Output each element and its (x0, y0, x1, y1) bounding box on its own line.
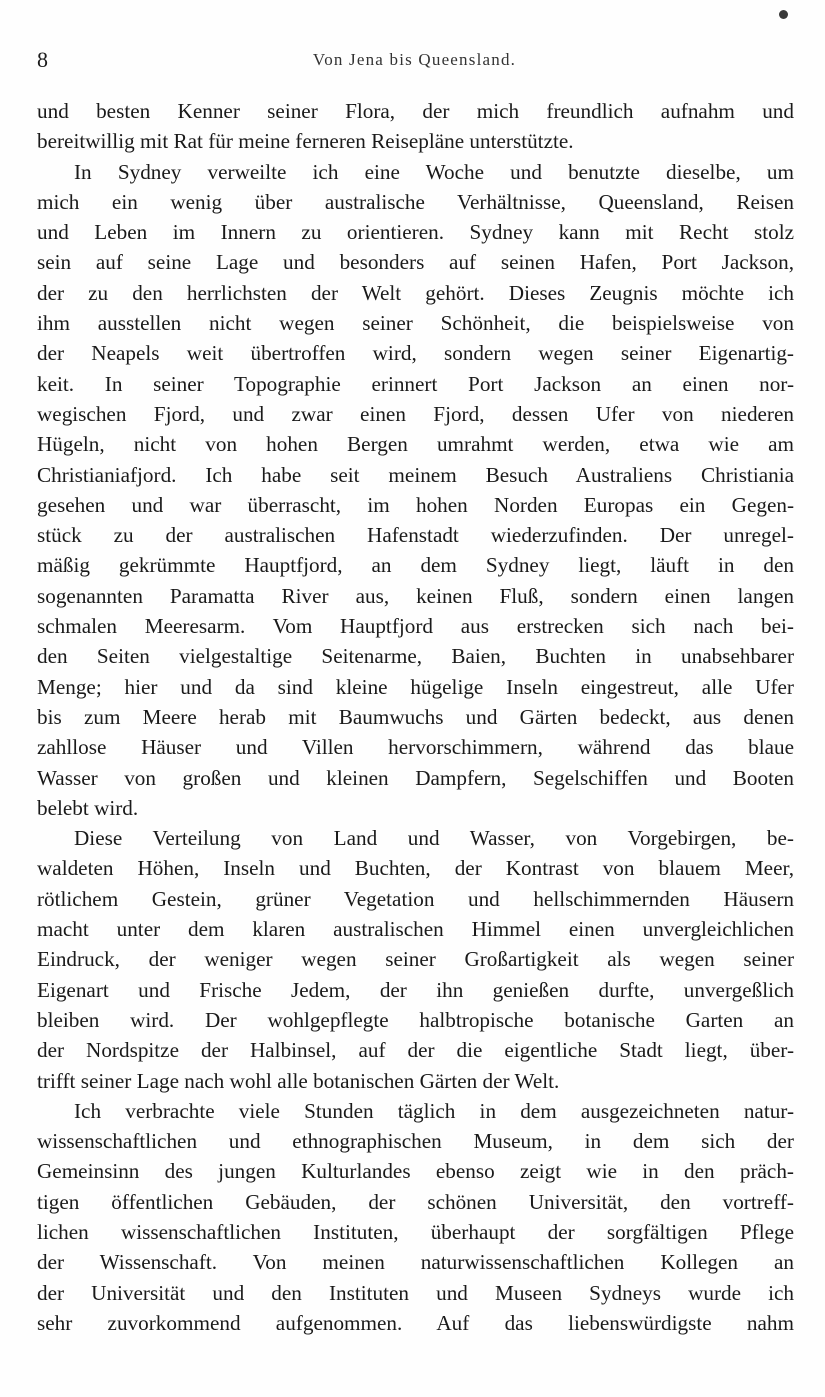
text-line: Menge; hier und da sind kleine hügelige Inseln eingestreut, alle Ufer (37, 674, 794, 699)
text-line: tigen öffentlichen Gebäuden, der schönen Universität, den vortreff- (37, 1189, 794, 1214)
text-line: ihm ausstellen nicht wegen seiner Schönheit, die beispielsweise von (37, 311, 794, 336)
text-line: sogenannten Paramatta River aus, keinen Fluß, sondern einen langen (37, 583, 794, 608)
text-line: gesehen und war überrascht, im hohen Norden Europas ein Gegen- (37, 492, 794, 517)
corner-ink-mark (779, 10, 788, 19)
text-line: schmalen Meeresarm. Vom Hauptfjord aus erstrecken sich nach bei- (37, 614, 794, 639)
text-line: Diese Verteilung von Land und Wasser, von Vorgebirgen, be- (74, 826, 794, 851)
text-line: mäßig gekrümmte Hauptfjord, an dem Sydney liegt, läuft in den (37, 553, 794, 578)
text-line: den Seiten vielgestaltige Seitenarme, Baien, Buchten in unabsehbarer (37, 644, 794, 669)
text-line: der zu den herrlichsten der Welt gehört. Dieses Zeugnis möchte ich (37, 280, 794, 305)
text-line: rötlichem Gestein, grüner Vegetation und hellschimmernden Häusern (37, 886, 794, 911)
running-head (37, 46, 792, 74)
text-line: und Leben im Innern zu orientieren. Sydney kann mit Recht stolz (37, 220, 794, 245)
text-line: lichen wissenschaftlichen Instituten, überhaupt der sorgfältigen Pflege (37, 1219, 794, 1244)
page-number: 8 (37, 47, 48, 72)
text-line: bereitwillig mit Rat für meine ferneren Reisepläne unterstützte. (37, 129, 574, 154)
text-line: Eindruck, der weniger wegen seiner Großartigkeit als wegen seiner (37, 947, 794, 972)
text-line: In Sydney verweilte ich eine Woche und benutzte dieselbe, um (74, 159, 794, 184)
text-line: belebt wird. (37, 795, 139, 820)
text-line: wegischen Fjord, und zwar einen Fjord, dessen Ufer von niederen (37, 401, 794, 426)
text-line: Ich verbrachte viele Stunden täglich in dem ausgezeichneten natur- (74, 1098, 794, 1123)
text-line: und besten Kenner seiner Flora, der mich freundlich aufnahm und (37, 99, 794, 123)
text-line: der Wissenschaft. Von meinen naturwissenschaftlichen Kollegen an (37, 1250, 794, 1275)
text-line: Christianiafjord. Ich habe seit meinem Besuch Australiens Christiania (37, 462, 794, 487)
text-line: keit. In seiner Topographie erinnert Port Jackson an einen nor- (37, 371, 794, 396)
text-line: bleiben wird. Der wohlgepflegte halbtropische botanische Garten an (37, 1007, 794, 1032)
text-line: macht unter dem klaren australischen Himmel einen unvergleichlichen (37, 917, 794, 942)
text-line: Wasser von großen und kleinen Dampfern, Segelschiffen und Booten (37, 765, 794, 790)
text-line: stück zu der australischen Hafenstadt wiederzufinden. Der unregel- (37, 523, 794, 548)
text-line: sehr zuvorkommend aufgenommen. Auf das liebenswürdigste nahm (37, 1310, 794, 1335)
text-line: der Nordspitze der Halbinsel, auf der die eigentliche Stadt liegt, über- (37, 1038, 794, 1063)
text-line: wissenschaftlichen und ethnographischen Museum, in dem sich der (37, 1129, 794, 1154)
text-line: Gemeinsinn des jungen Kulturlandes ebenso zeigt wie in den präch- (37, 1159, 794, 1184)
text-line: bis zum Meere herab mit Baumwuchs und Gärten bedeckt, aus denen (37, 704, 794, 729)
text-line: Eigenart und Frische Jedem, der ihn genießen durfte, unvergeßlich (37, 977, 794, 1002)
text-line: sein auf seine Lage und besonders auf seinen Hafen, Port Jackson, (37, 250, 794, 275)
text-line: der Universität und den Instituten und Museen Sydneys wurde ich (37, 1280, 794, 1305)
text-line: waldeten Höhen, Inseln und Buchten, der Kontrast von blauem Meer, (37, 856, 794, 881)
text-line: zahllose Häuser und Villen hervorschimmern, während das blaue (37, 735, 794, 760)
body-text (37, 96, 794, 1338)
text-line: mich ein wenig über australische Verhältnisse, Queensland, Reisen (37, 189, 794, 214)
text-line: der Neapels weit übertroffen wird, sondern wegen seiner Eigenartig- (37, 341, 794, 366)
text-line: Hügeln, nicht von hohen Bergen umrahmt werden, etwa wie am (37, 432, 794, 457)
text-line: trifft seiner Lage nach wohl alle botanischen Gärten der Welt. (37, 1068, 560, 1093)
running-title: Von Jena bis Queensland. (312, 50, 517, 69)
